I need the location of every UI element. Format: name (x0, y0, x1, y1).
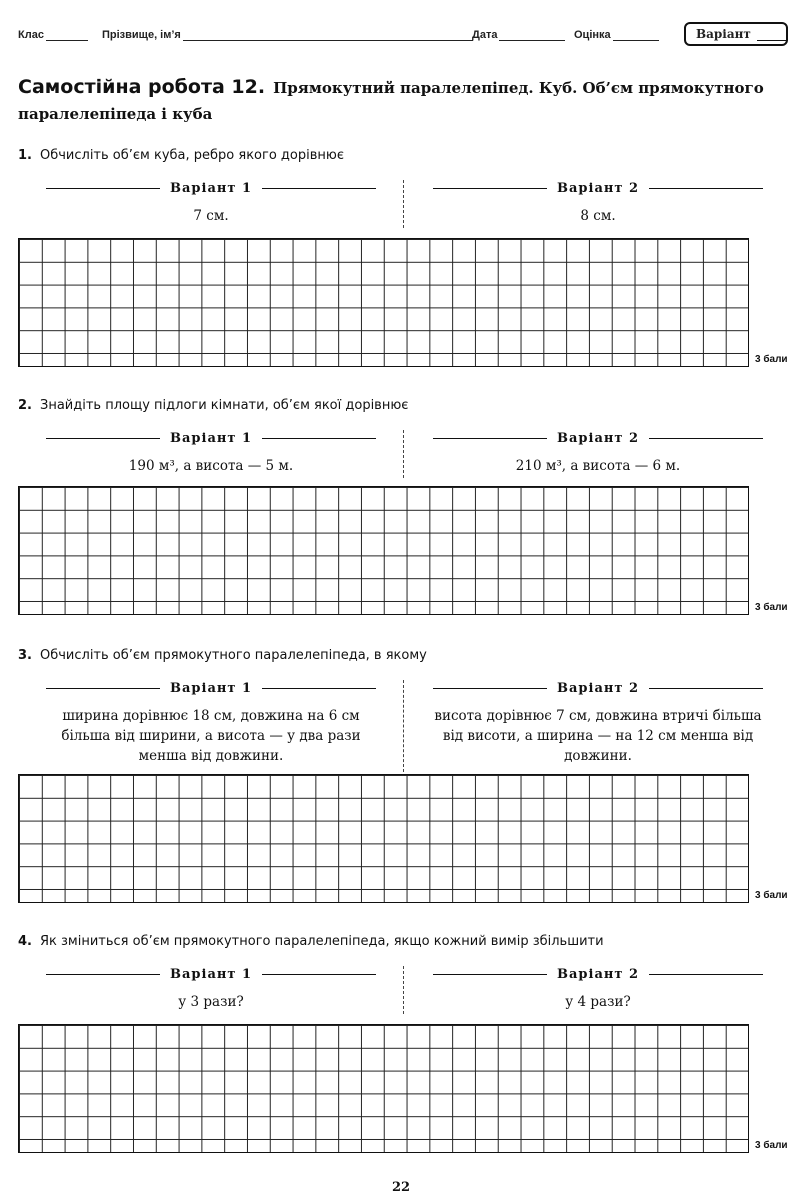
task-number: 1. (18, 148, 32, 163)
class-field[interactable] (18, 29, 88, 41)
grade-blank[interactable] (613, 30, 659, 41)
answer-grid[interactable] (18, 238, 749, 367)
variant-2-condition: 210 м³, а висота — 6 м. (515, 458, 681, 474)
variant-1-condition: ширина дорівнює 18 см, довжина на 6 см більша від ширини, а висота — у два рази менша від довжини. (61, 708, 361, 764)
surname-blank[interactable] (183, 30, 473, 41)
variant-1-heading (46, 678, 376, 698)
date-label: Дата (472, 29, 498, 41)
answer-grid[interactable] (18, 1024, 749, 1153)
variant-2-heading (433, 178, 763, 198)
student-info-header (18, 22, 788, 48)
task-question (18, 934, 604, 949)
variant-2-heading (433, 964, 763, 984)
task-question-text: Обчисліть об’єм прямокутного паралелепіпеда, в якому (39, 648, 427, 663)
variant-1-condition: 190 м³, а висота — 5 м. (128, 458, 294, 474)
variant-1-label: Варіант 1 (170, 680, 253, 696)
variant-1-label: Варіант 1 (170, 966, 253, 982)
points-label: 3 бали (755, 1140, 788, 1151)
variant-1-label: Варіант 1 (170, 430, 253, 446)
variant-2-label: Варіант 2 (557, 180, 640, 196)
variant-1-heading (46, 964, 376, 984)
surname-field[interactable] (102, 29, 473, 41)
task-number: 3. (18, 648, 32, 663)
variant-divider (403, 430, 404, 478)
variant-2-heading (433, 428, 763, 448)
date-blank[interactable] (499, 30, 565, 41)
task-number: 4. (18, 934, 32, 949)
task-question (18, 648, 427, 663)
variant-1-heading (46, 428, 376, 448)
variant-2-heading (433, 678, 763, 698)
variant-1-label: Варіант 1 (170, 180, 253, 196)
task-number: 2. (18, 398, 32, 413)
variant-box[interactable] (684, 22, 788, 46)
variant-divider (403, 966, 404, 1014)
variant-divider (403, 180, 404, 228)
task-question (18, 148, 344, 163)
surname-label: Прізвище, ім’я (102, 29, 181, 41)
class-label: Клас (18, 29, 44, 41)
variant-1-heading (46, 178, 376, 198)
points-label: 3 бали (755, 890, 788, 901)
answer-grid[interactable] (18, 774, 749, 903)
variant-2-condition: у 4 рази? (565, 994, 631, 1010)
task-question-text: Знайдіть площу підлоги кімнати, об’єм якої дорівнює (39, 398, 409, 413)
variant-blank[interactable] (757, 28, 786, 41)
date-field[interactable] (472, 29, 565, 41)
title-topic: Прямокутний паралелепіпед. Куб. Об’єм прямокутного паралелепіпеда і куба (18, 79, 764, 123)
grade-field[interactable] (574, 29, 659, 41)
task-question-text: Як зміниться об’єм прямокутного паралелепіпеда, якщо кожний вимір збільшити (39, 934, 604, 949)
title-main: Самостійна робота 12. (18, 76, 266, 98)
variant-2-label: Варіант 2 (557, 430, 640, 446)
worksheet-title (18, 74, 793, 127)
points-label: 3 бали (755, 602, 788, 613)
task-question-text: Обчисліть об’єм куба, ребро якого дорівнює (39, 148, 344, 163)
grade-label: Оцінка (574, 29, 611, 41)
variant-1-condition: у 3 рази? (178, 994, 244, 1010)
variant-divider (403, 680, 404, 772)
variant-1-condition: 7 см. (193, 208, 229, 224)
answer-grid[interactable] (18, 486, 749, 615)
task-question (18, 398, 408, 413)
variant-2-label: Варіант 2 (557, 966, 640, 982)
variant-2-condition: 8 см. (580, 208, 616, 224)
variant-box-label: Варіант (696, 27, 751, 41)
class-blank[interactable] (46, 30, 88, 41)
points-label: 3 бали (755, 354, 788, 365)
variant-2-condition: висота дорівнює 7 см, довжина втричі більша від висоти, а ширина — на 12 см менша від довжини. (434, 708, 762, 764)
page-number: 22 (391, 1180, 411, 1195)
variant-2-label: Варіант 2 (557, 680, 640, 696)
